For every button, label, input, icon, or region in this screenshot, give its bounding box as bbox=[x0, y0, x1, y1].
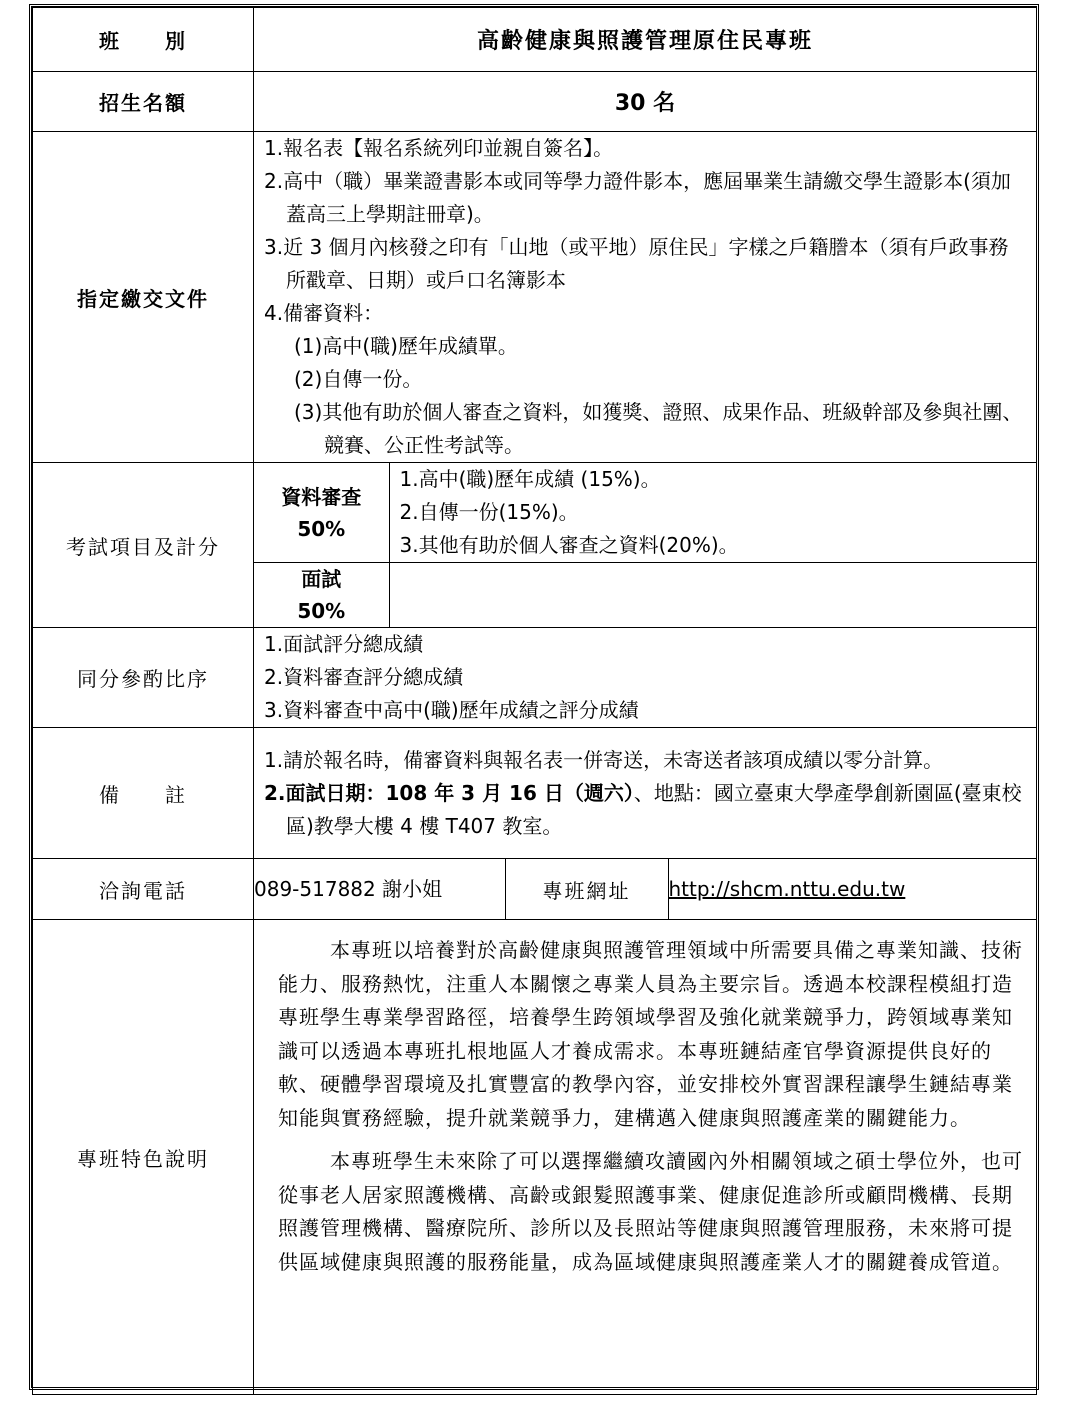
interview-title: 面試 bbox=[301, 567, 342, 591]
doc-sub-item: (2)自傳一份。 bbox=[294, 367, 423, 391]
features-cell bbox=[254, 920, 1037, 1395]
contact-table bbox=[254, 859, 1036, 919]
interview-blank-cell bbox=[389, 563, 1036, 628]
doc-sub-item: (3)其他有助於個人審查之資料，如獲獎、證照、成果作品、班級幹部及參與社團、競賽、公正性考試等。 bbox=[294, 400, 1023, 457]
remarks-row bbox=[33, 728, 1037, 859]
features-paragraph: 本專班以培養對於高齡健康與照護管理領域中所需要具備之專業知識、技術能力、服務熱忱，注重人本關懷之專業人員為主要宗旨。透過本校課程模組打造專班學生專業學習路徑，培養學生跨領域學習及強化就業競爭力，跨領域專業知識可以透過本專班扎根地區人才養成需求。本專班鏈結產官學資源提供良好的軟、硬體學習環境及扎實豐富的教學內容，並安排校外實習課程讓學生鏈結專業知能與實務經驗，提升就業競爭力，建構邁入健康與照護產業的關鍵能力。 bbox=[278, 938, 1023, 1130]
interview-cell bbox=[254, 563, 389, 628]
exam-label: 考試項目及計分 bbox=[33, 463, 254, 628]
review-item: 3.其他有助於個人審查之資料(20%)。 bbox=[399, 533, 739, 557]
interview-percent: 50% bbox=[297, 599, 346, 623]
quota-label: 招生名額 bbox=[33, 72, 254, 132]
review-item: 2.自傳一份(15%)。 bbox=[399, 500, 579, 524]
documents-cell bbox=[254, 132, 1037, 463]
exam-row bbox=[33, 463, 1037, 628]
review-cell bbox=[254, 463, 389, 563]
interview-date: 2.面試日期：108 年 3 月 16 日（週六） bbox=[264, 780, 634, 805]
doc-item: 3.近 3 個月內核發之印有「山地（或平地）原住民」字樣之戶籍謄本（須有戶政事務所戳章、日期）或戶口名簿影本 bbox=[264, 235, 1009, 292]
tiebreak-item: 1.面試評分總成績 bbox=[264, 632, 424, 656]
website-cell bbox=[668, 859, 1036, 919]
features-row bbox=[33, 920, 1037, 1395]
tiebreak-item: 2.資料審查評分總成績 bbox=[264, 665, 464, 689]
quota-value: 30 名 bbox=[254, 72, 1037, 132]
review-items-cell bbox=[389, 463, 1036, 563]
contact-label: 洽詢電話 bbox=[33, 859, 254, 920]
doc-item: 2.高中（職）畢業證書影本或同等學力證件影本，應屆畢業生請繳交學生證影本(須加蓋高三上學期註冊章)。 bbox=[264, 169, 1011, 226]
tiebreak-label: 同分參酌比序 bbox=[33, 628, 254, 728]
documents-label: 指定繳交文件 bbox=[33, 132, 254, 463]
features-paragraph: 本專班學生未來除了可以選擇繼續攻讀國內外相關領域之碩士學位外，也可從事老人居家照護機構、高齡或銀髮照護事業、健康促進診所或顧問機構、長期照護管理機構、醫療院所、診所以及長照站等健康與照護管理服務，未來將可提供區域健康與照護的服務能量，成為區域健康與照護產業人才的關鍵養成管道。 bbox=[278, 1149, 1023, 1274]
exam-cell bbox=[254, 463, 1037, 628]
contact-row bbox=[33, 859, 1037, 920]
contact-cell bbox=[254, 859, 1037, 920]
class-name: 高齡健康與照護管理原住民專班 bbox=[254, 8, 1037, 72]
exam-scoring-table bbox=[254, 463, 1036, 627]
remarks-label: 備 註 bbox=[33, 728, 254, 859]
website-link[interactable]: http://shcm.nttu.edu.tw bbox=[668, 876, 906, 901]
review-item: 1.高中(職)歷年成績 (15%)。 bbox=[399, 467, 661, 491]
class-label: 班 別 bbox=[33, 8, 254, 72]
website-label: 專班網址 bbox=[505, 859, 668, 919]
doc-item: 1.報名表【報名系統列印並親自簽名】。 bbox=[264, 136, 614, 160]
class-row bbox=[33, 8, 1037, 72]
tiebreak-item: 3.資料審查中高中(職)歷年成績之評分成績 bbox=[264, 698, 639, 722]
documents-row bbox=[33, 132, 1037, 463]
review-percent: 50% bbox=[297, 516, 346, 541]
features-label: 專班特色說明 bbox=[33, 920, 254, 1395]
remarks-cell bbox=[254, 728, 1037, 859]
interview-location: 、地點：國立臺東大學產學創新園區(臺東校區)教學大樓 4 樓 T407 教室。 bbox=[286, 780, 1022, 838]
remark-item bbox=[264, 777, 1028, 843]
remark-item: 1.請於報名時，備審資料與報名表一併寄送，未寄送者該項成績以零分計算。 bbox=[264, 747, 944, 772]
review-title: 資料審查 bbox=[281, 484, 362, 509]
doc-item: 4.備審資料： bbox=[264, 301, 384, 325]
admission-table bbox=[32, 7, 1037, 1395]
contact-phone: 089-517882 謝小姐 bbox=[254, 859, 505, 919]
quota-row bbox=[33, 72, 1037, 132]
tiebreak-cell bbox=[254, 628, 1037, 728]
tiebreak-row bbox=[33, 628, 1037, 728]
doc-sub-item: (1)高中(職)歷年成績單。 bbox=[294, 334, 518, 358]
